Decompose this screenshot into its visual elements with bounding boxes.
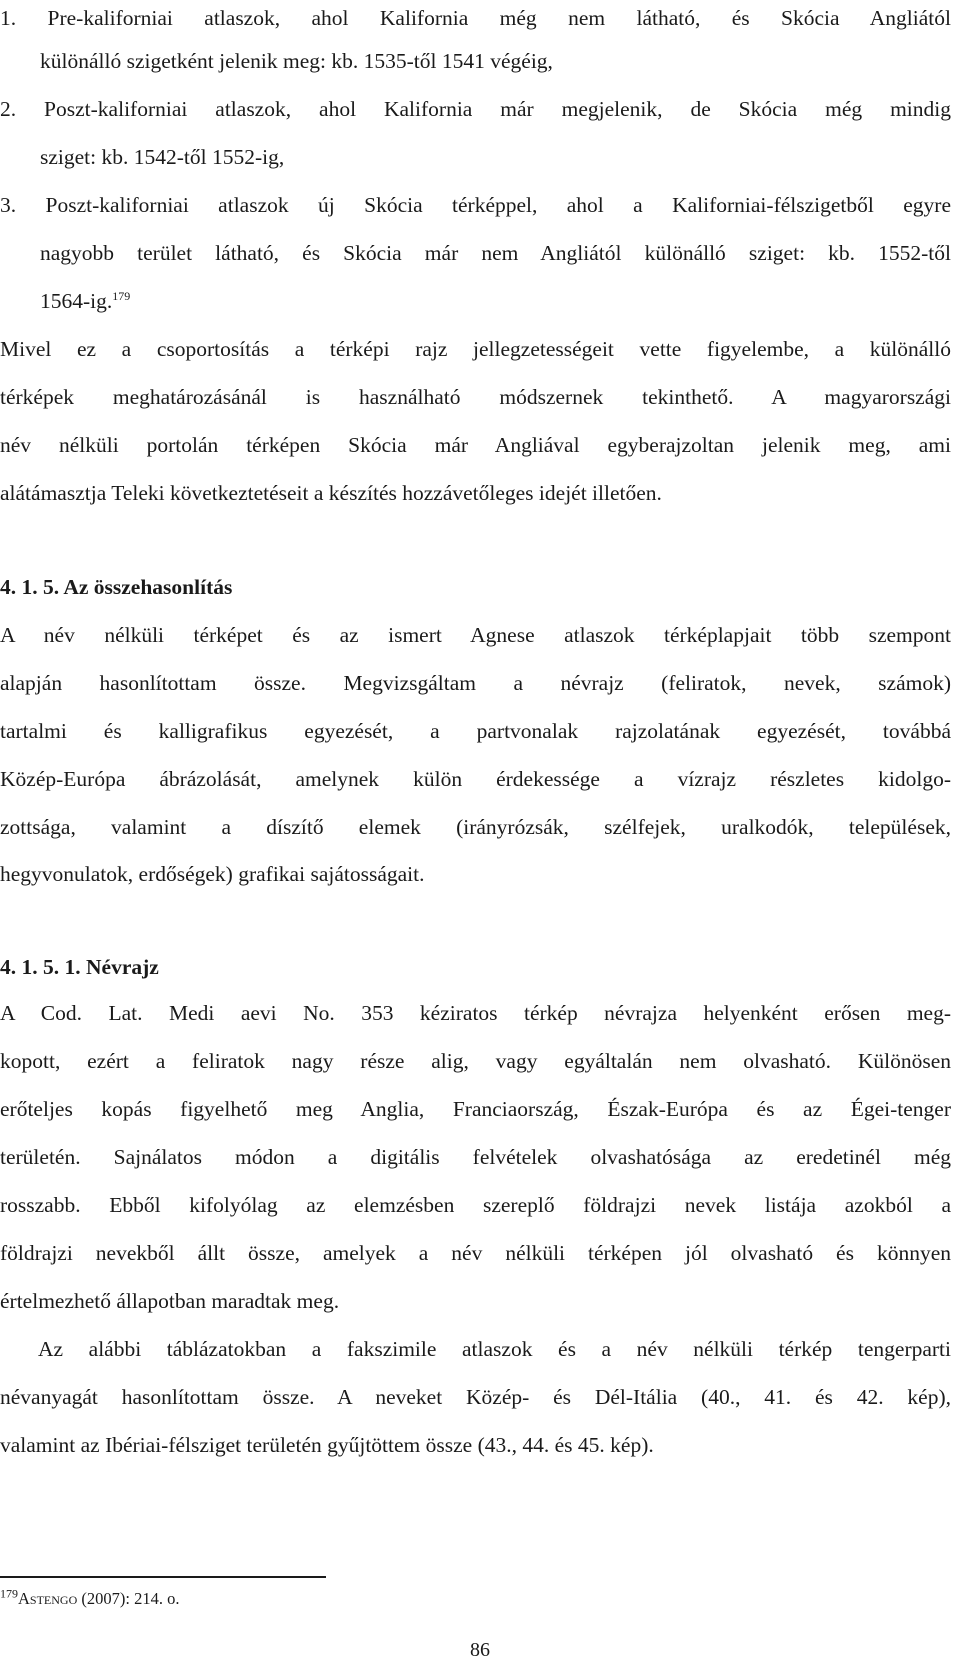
paragraph-2-line-3: tartalmi és kalligrafikus egyezését, a partvonalak rajzolatának egyezését, továbbá xyxy=(0,719,951,743)
list-item-2-line-1: 2. Poszt-kaliforniai atlaszok, ahol Kalifornia már megjelenik, de Skócia még mindig xyxy=(0,97,951,121)
section-heading-nevrajz xyxy=(0,953,960,981)
footnote-number: 179 xyxy=(0,1586,18,1601)
paragraph-1-line-3: név nélküli portolán térképen Skócia már Angliával egyberajzoltan jelenik meg, ami xyxy=(0,433,951,457)
paragraph-3-line-7: értelmezhető állapotban maradtak meg. xyxy=(0,1289,340,1313)
paragraph-3-line-1: A Cod. Lat. Medi aevi No. 353 kéziratos térkép névrajza helyenként erősen meg- xyxy=(0,1001,951,1025)
section-title: Az összehasonlítás xyxy=(63,575,233,599)
paragraph-4-line-3: valamint az Ibériai-félsziget területén gyűjtöttem össze (43., 44. és 45. kép). xyxy=(0,1433,654,1457)
paragraph-2-line-1: A név nélküli térképet és az ismert Agnese atlaszok térképlapjait több szempont xyxy=(0,623,951,647)
paragraph-2-line-4: Közép-Európa ábrázolását, amelynek külön érdekessége a vízrajz részletes kidolgo- xyxy=(0,767,951,791)
section-number: 4. 1. 5. 1. xyxy=(0,955,81,979)
paragraph-2-line-2: alapján hasonlítottam össze. Megvizsgáltam a névrajz (feliratok, nevek, számok) xyxy=(0,671,951,695)
paragraph-2-line-5: zottsága, valamint a díszítő elemek (irányrózsák, szélfejek, uralkodók, települések, xyxy=(0,815,951,839)
footnote-separator xyxy=(0,1576,326,1578)
paragraph-1-line-1: Mivel ez a csoportosítás a térképi rajz jellegzetességeit vette figyelembe, a különálló xyxy=(0,337,951,361)
paragraph-3-line-3: erőteljes kopás figyelhető meg Anglia, Franciaország, Észak-Európa és az Égei-tenger xyxy=(0,1097,951,1121)
list-item-3-line-1: 3. Poszt-kaliforniai atlaszok új Skócia térképpel, ahol a Kaliforniai-félszigetből egyre xyxy=(0,193,951,217)
paragraph-3-line-5: rosszabb. Ebből kifolyólag az elemzésben szereplő földrajzi nevek listája azokból a xyxy=(0,1193,951,1217)
paragraph-3-line-2: kopott, ezért a feliratok nagy része alig, vagy egyáltalán nem olvasható. Különösen xyxy=(0,1049,951,1073)
paragraph-4-line-1: Az alábbi táblázatokban a fakszimile atlaszok és a név nélküli térkép tengerparti xyxy=(38,1337,951,1361)
footnote-reference: 179 xyxy=(112,288,131,303)
paragraph-4-line-2: névanyagát hasonlítottam össze. A neveket Közép- és Dél-Itália (40., 41. és 42. kép), xyxy=(0,1385,951,1409)
list-item-3-line-2: nagyobb terület látható, és Skócia már nem Angliától különálló sziget: kb. 1552-től xyxy=(40,241,951,265)
list-item-3-text: 1564-ig. xyxy=(40,289,113,313)
footnote-text: (2007): 214. o. xyxy=(77,1589,180,1608)
list-item-1-line-1: 1. Pre-kaliforniai atlaszok, ahol Kalifornia még nem látható, és Skócia Angliától xyxy=(0,6,951,30)
footnote xyxy=(0,1588,179,1610)
list-item-1-line-2: különálló szigetként jelenik meg: kb. 1535-től 1541 végéig, xyxy=(40,49,553,73)
section-title: Névrajz xyxy=(86,955,159,979)
paragraph-3-line-6: földrajzi nevekből állt össze, amelyek a név nélküli térképen jól olvasható és könnyen xyxy=(0,1241,951,1265)
paragraph-3-line-4: területén. Sajnálatos módon a digitális felvételek olvashatósága az eredetinél még xyxy=(0,1145,951,1169)
footnote-author: Astengo xyxy=(18,1589,78,1608)
list-item-3-line-3 xyxy=(40,287,340,315)
paragraph-1-line-4: alátámasztja Teleki következtetéseit a készítés hozzávetőleges idejét illetően. xyxy=(0,481,662,505)
page-number: 86 xyxy=(470,1639,490,1661)
section-heading-comparison xyxy=(0,573,960,601)
paragraph-1-line-2: térképek meghatározásánál is használható módszernek tekinthető. A magyarországi xyxy=(0,385,951,409)
section-number: 4. 1. 5. xyxy=(0,575,60,599)
list-item-2-line-2: sziget: kb. 1542-től 1552-ig, xyxy=(40,145,285,169)
paragraph-2-line-6: hegyvonulatok, erdőségek) grafikai sajátosságait. xyxy=(0,862,425,886)
